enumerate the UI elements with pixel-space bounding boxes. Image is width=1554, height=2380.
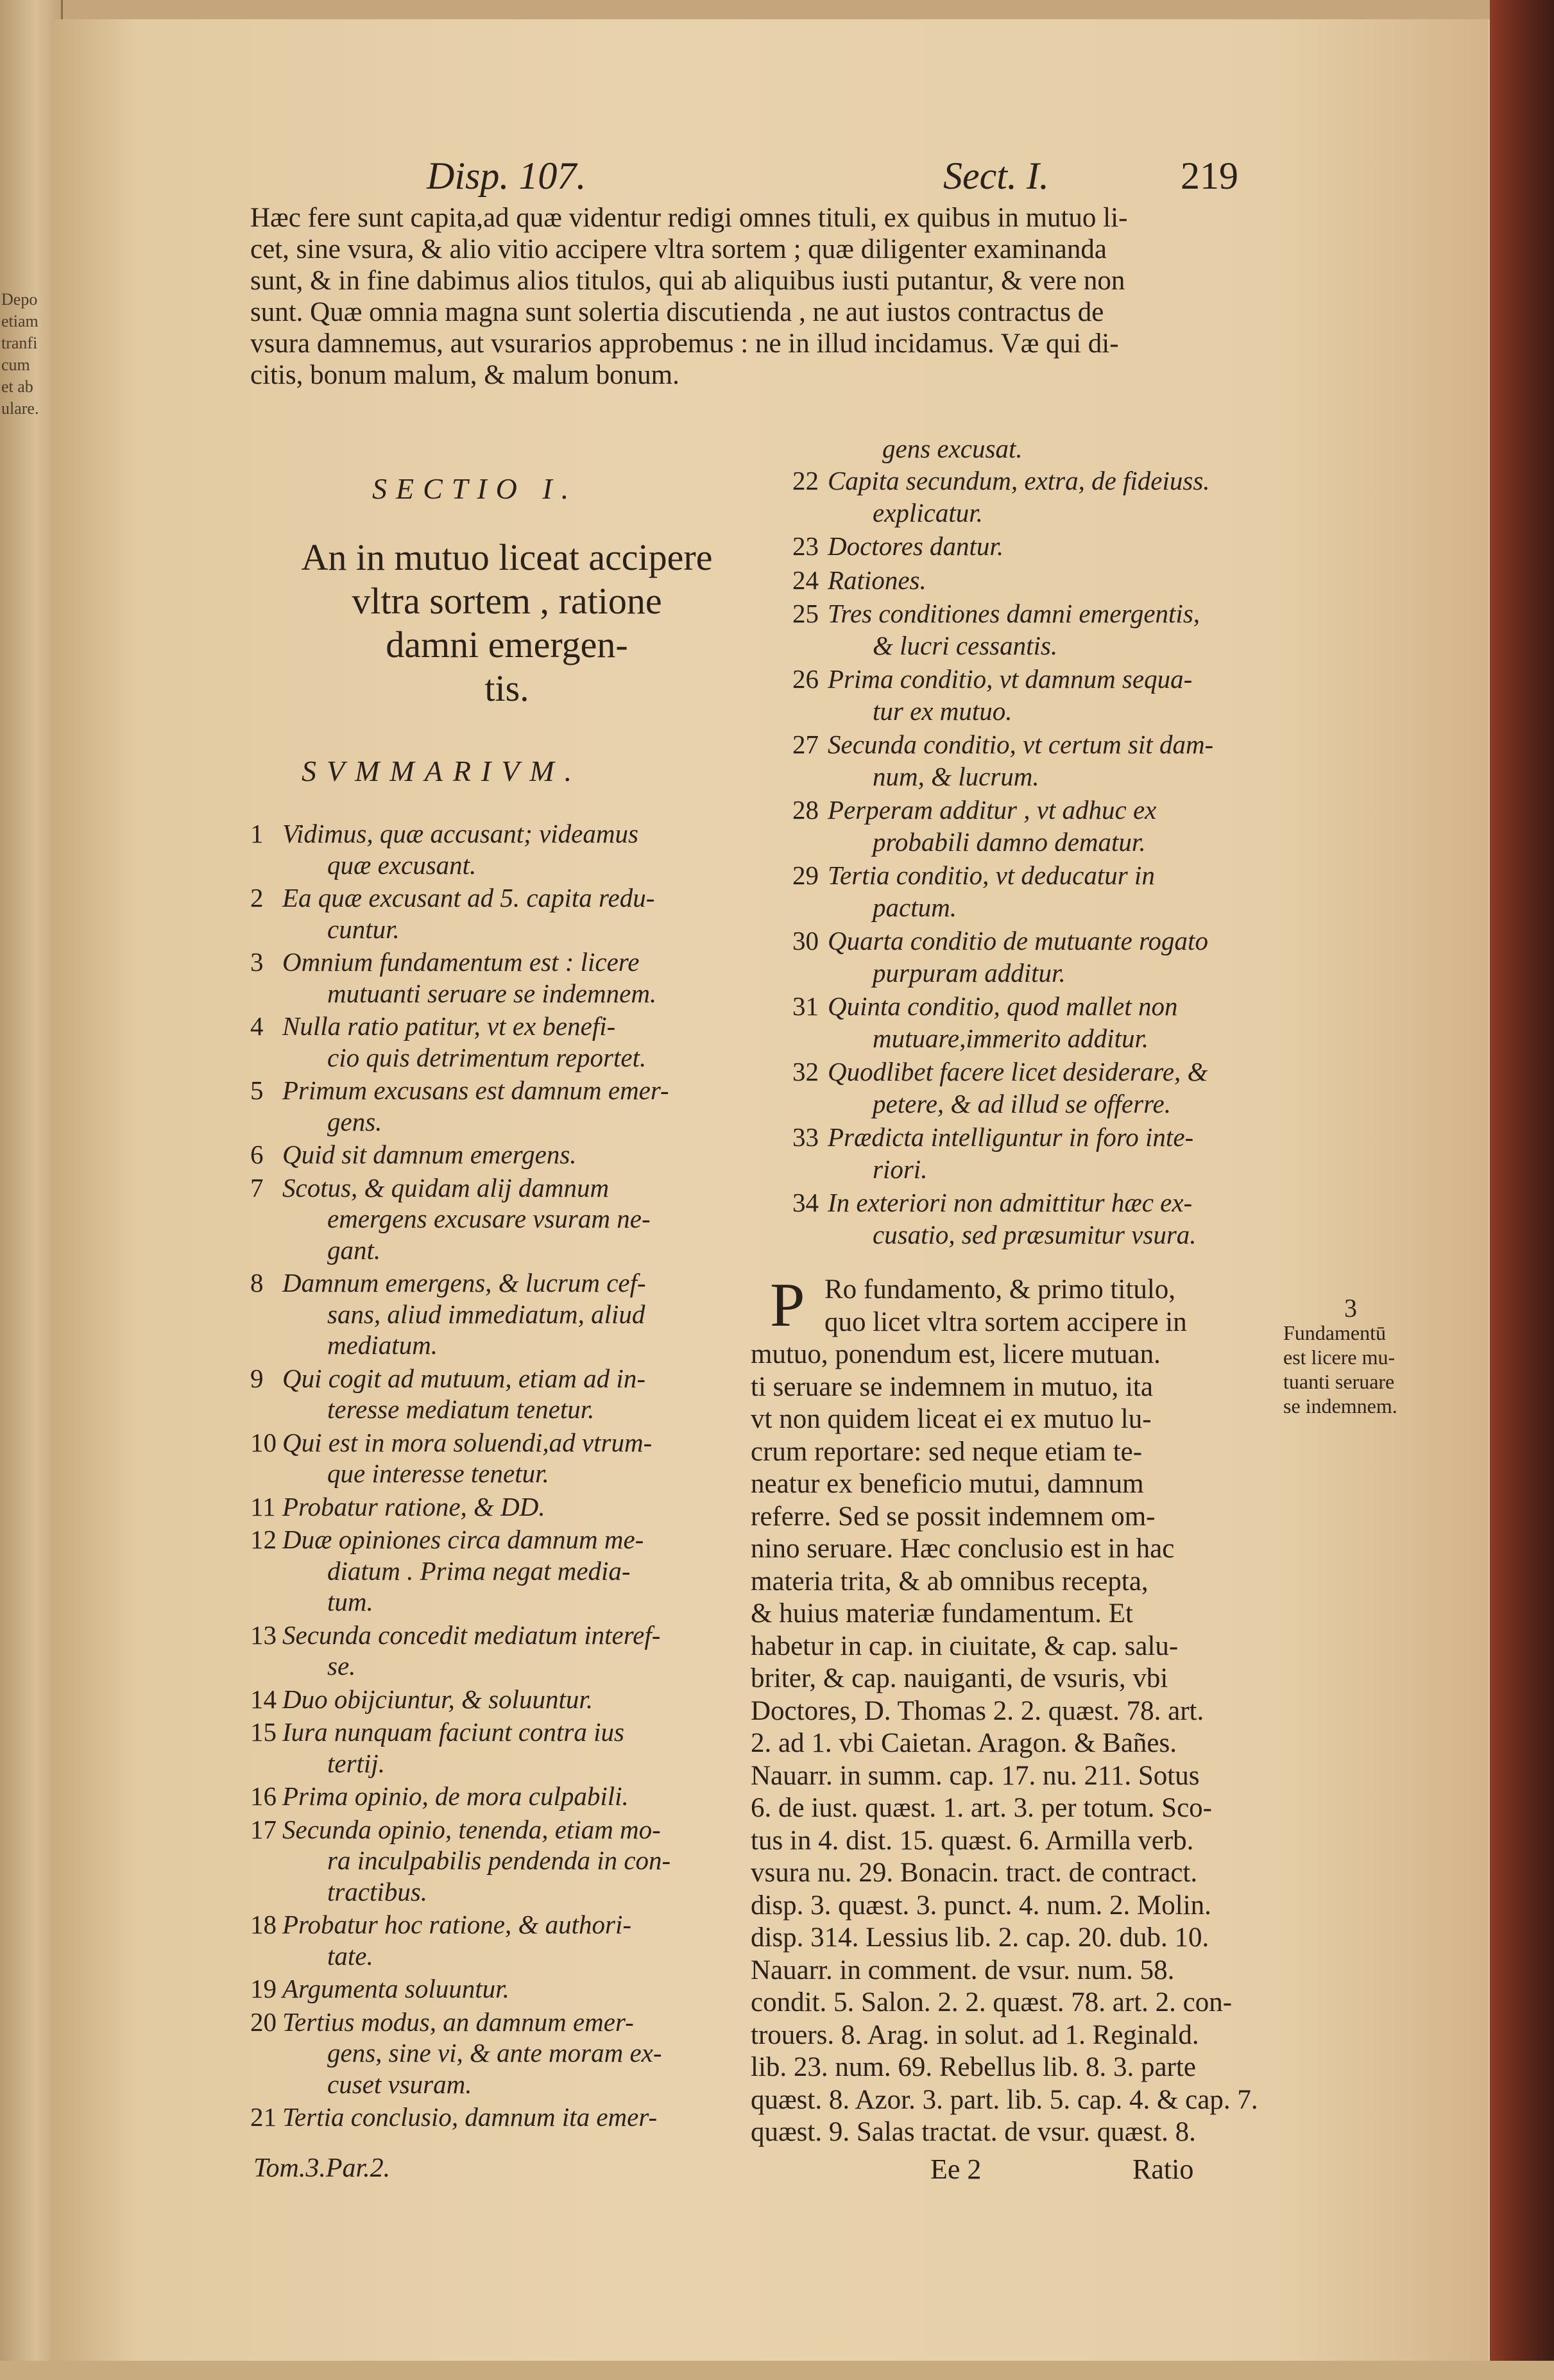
- summary-number: 8: [250, 1268, 264, 1297]
- summary-number: 21: [250, 2102, 277, 2132]
- summary-text-line: Nulla ratio patitur, vt ex benefi-: [282, 1011, 616, 1041]
- summary-number: 30: [792, 926, 819, 955]
- summary-text-line: cio quis detrimentum reportet.: [327, 1042, 647, 1072]
- body-line: quo licet vltra sortem accipere in: [824, 1306, 1187, 1337]
- drop-cap: P: [770, 1271, 805, 1340]
- summary-text-line: tum.: [327, 1587, 373, 1616]
- intro-line: cet, sine vsura, & alio vitio accipere vltra sortem ; quæ diligenter examinanda: [250, 234, 1107, 264]
- summary-number: 14: [250, 1684, 277, 1714]
- summary-text-line: explicatur.: [873, 497, 983, 527]
- summary-text-line: num, & lucrum.: [873, 761, 1039, 791]
- body-line: Nauarr. in comment. de vsur. num. 58.: [751, 1955, 1175, 1985]
- summary-text-line: Prædicta intelliguntur in foro inte-: [828, 1122, 1194, 1152]
- summary-number: 31: [792, 991, 819, 1021]
- running-head-section: Sect. I.: [943, 155, 1049, 197]
- body-line: vt non quidem liceat ei ex mutuo lu-: [751, 1404, 1152, 1434]
- fragment: tranfi: [1, 334, 38, 352]
- summary-text-line: Scotus, & quidam alij damnum: [282, 1172, 610, 1203]
- summary-number: 29: [792, 860, 819, 890]
- summary-number: 20: [250, 2007, 277, 2037]
- margin-note: [1283, 1296, 1437, 1418]
- summary-number: 4: [250, 1011, 264, 1041]
- summary-number: 1: [250, 819, 264, 848]
- title-line: An in mutuo liceat accipere: [301, 536, 713, 578]
- volume-signature: Tom.3.Par.2.: [253, 2153, 391, 2183]
- page-number: 219: [1181, 155, 1238, 197]
- body-line: condit. 5. Salon. 2. 2. quæst. 78. art. 2. con-: [751, 1987, 1233, 2017]
- summary-text-line: Secunda concedit mediatum interef-: [282, 1620, 661, 1650]
- intro-line: Hæc fere sunt capita,ad quæ videntur redigi omnes tituli, ex quibus in mutuo li-: [250, 203, 1128, 233]
- summary-text-line: Argumenta soluuntur.: [282, 1974, 509, 2003]
- gathering-signature: Ee 2: [930, 2153, 982, 2185]
- summary-text-line: Quinta conditio, quod mallet non: [828, 991, 1178, 1021]
- summary-text-line: Omnium fundamentum est : licere: [282, 947, 640, 977]
- margin-note-line: tuanti seruare: [1283, 1370, 1395, 1393]
- summary-text-line: Doctores dantur.: [828, 531, 1004, 561]
- summary-number: 22: [792, 466, 819, 495]
- body-line: habetur in cap. in ciuitate, & cap. salu-: [751, 1631, 1179, 1661]
- fragment: cum: [1, 355, 30, 374]
- catchword: Ratio: [1132, 2153, 1194, 2185]
- summary-number: 19: [250, 1974, 277, 2003]
- body-line: briter, & cap. nauiganti, de vsuris, vbi: [751, 1663, 1168, 1693]
- summary-number: 3: [250, 947, 264, 977]
- margin-note-number: 3: [1344, 1294, 1357, 1323]
- summary-text-line: Secunda opinio, tenenda, etiam mo-: [282, 1814, 661, 1844]
- body-line: 2. ad 1. vbi Caietan. Aragon. & Bañes.: [751, 1728, 1177, 1758]
- summary-text-line: diatum . Prima negat media-: [327, 1555, 631, 1586]
- body-line: Nauarr. in summ. cap. 17. nu. 211. Sotus: [751, 1760, 1200, 1791]
- margin-note-line: est licere mu-: [1283, 1346, 1396, 1369]
- top-edge: [0, 0, 1554, 19]
- body-line: quæst. 8. Azor. 3. part. lib. 5. cap. 4. & cap. 7.: [751, 2084, 1258, 2115]
- summary-number: 17: [250, 1814, 277, 1844]
- body-line: nino seruare. Hæc conclusio est in hac: [751, 1534, 1175, 1564]
- summary-text-line: Perperam additur , vt adhuc ex: [828, 795, 1157, 825]
- summary-text-line: probabili damno dematur.: [873, 826, 1146, 857]
- body-line: Doctores, D. Thomas 2. 2. quæst. 78. art.: [751, 1695, 1204, 1726]
- summary-text-line: Qui cogit ad mutuum, etiam ad in-: [282, 1363, 645, 1393]
- facing-page-fragments: [1, 289, 59, 420]
- summary-number: 26: [792, 664, 819, 694]
- summary-text-line: cuset vsuram.: [327, 2069, 472, 2099]
- body-line: materia trita, & ab omnibus recepta,: [751, 1566, 1148, 1597]
- summary-number: 12: [250, 1525, 277, 1554]
- intro-line: sunt, & in fine dabimus alios titulos, qui ab aliquibus iusti putantur, & vere non: [250, 266, 1125, 296]
- body-line: neatur ex beneficio mutui, damnum: [751, 1469, 1144, 1499]
- summary-text-line: purpuram additur.: [873, 957, 1066, 988]
- summary-text-line: Ea quæ excusant ad 5. capita redu-: [282, 883, 655, 912]
- summary-number: 9: [250, 1363, 264, 1393]
- summary-text-line: mediatum.: [327, 1330, 438, 1360]
- body-line: vsura nu. 29. Bonacin. tract. de contract.: [751, 1858, 1198, 1888]
- body-paragraph: [751, 1271, 1283, 2149]
- running-head-disputation: Disp. 107.: [427, 155, 586, 197]
- summary-text-line: Probatur ratione, & DD.: [282, 1491, 545, 1521]
- book-edge: [1490, 0, 1554, 2380]
- summary-text-line: cusatio, sed præsumitur vsura.: [873, 1219, 1197, 1249]
- bottom-edge: [0, 2361, 1554, 2380]
- summary-number: 28: [792, 795, 819, 825]
- summary-heading: SVMMARIVM.: [302, 755, 583, 787]
- summary-number: 10: [250, 1427, 277, 1457]
- body-line: Ro fundamento, & primo titulo,: [824, 1274, 1176, 1305]
- summary-number: 34: [792, 1188, 819, 1217]
- summary-text-line: Damnum emergens, & lucrum cef-: [282, 1268, 646, 1297]
- title-line: damni emergen-: [386, 624, 628, 665]
- body-line: referre. Sed se possit indemnem om-: [751, 1501, 1156, 1532]
- margin-note-line: se indemnem.: [1283, 1394, 1397, 1417]
- summary-number: 33: [792, 1122, 819, 1152]
- intro-line: sunt. Quæ omnia magna sunt solertia discutienda , ne aut iustos contractus de: [250, 297, 1104, 327]
- summary-text-line: Tertia conditio, vt deducatur in: [828, 860, 1155, 890]
- summary-text-line: ra inculpabilis pendenda in con-: [327, 1845, 671, 1875]
- summary-text-line: Tertius modus, an damnum emer-: [282, 2007, 634, 2037]
- summary-text-line: mutuanti seruare se indemnem.: [327, 978, 657, 1008]
- body-line: trouers. 8. Arag. in solut. ad 1. Reginald.: [751, 2019, 1199, 2050]
- summary-number: 27: [792, 730, 819, 759]
- body-line: lib. 23. num. 69. Rebellus lib. 8. 3. parte: [751, 2052, 1196, 2082]
- summary-number: 11: [250, 1491, 276, 1521]
- body-line: quæst. 9. Salas tractat. de vsur. quæst. 8.: [751, 2117, 1196, 2147]
- summary-number: 16: [250, 1781, 277, 1811]
- title-line: vltra sortem , ratione: [352, 580, 662, 622]
- body-line: tus in 4. dist. 15. quæst. 6. Armilla verb.: [751, 1825, 1194, 1856]
- summary-text-line: gens, sine vi, & ante moram ex-: [327, 2038, 662, 2068]
- summary-text-line: teresse mediatum tenetur.: [327, 1394, 595, 1424]
- summary-text-line: emergens excusare vsuram ne-: [327, 1204, 651, 1233]
- title-line: tis.: [484, 667, 529, 709]
- summary-text-line: Prima opinio, de mora culpabili.: [282, 1781, 629, 1811]
- summary-text-line: & lucri cessantis.: [873, 630, 1058, 660]
- summary-text-line: que interesse tenetur.: [327, 1459, 549, 1488]
- summary-continuation-text: gens excusat.: [882, 434, 1023, 463]
- summary-text-line: Quodlibet facere licet desiderare, &: [828, 1057, 1208, 1086]
- summary-text-line: Primum excusans est damnum emer-: [282, 1075, 669, 1105]
- intro-paragraph: [250, 202, 1302, 391]
- fragment: etiam: [1, 312, 38, 330]
- summary-text-line: mutuare,immerito additur.: [873, 1023, 1149, 1053]
- section-heading: SECTIO I.: [372, 472, 578, 505]
- summary-text-line: sans, aliud immediatum, aliud: [327, 1299, 645, 1329]
- body-line: disp. 3. quæst. 3. punct. 4. num. 2. Molin.: [751, 1890, 1211, 1921]
- summary-number: 2: [250, 883, 264, 912]
- summary-text-line: tur ex mutuo.: [873, 696, 1012, 726]
- body-line: crum reportare: sed neque etiam te-: [751, 1436, 1143, 1467]
- body-line: & huius materiæ fundamentum. Et: [751, 1598, 1133, 1629]
- summary-text-line: quæ excusant.: [327, 850, 477, 880]
- summary-number: 25: [792, 599, 819, 628]
- summary-text-line: Prima conditio, vt damnum sequa-: [828, 664, 1193, 694]
- summary-text-line: Tres conditiones damni emergentis,: [828, 599, 1200, 628]
- summary-number: 18: [250, 1910, 277, 1939]
- summary-text-line: Duæ opiniones circa damnum me-: [282, 1525, 644, 1554]
- summary-number: 23: [792, 531, 819, 561]
- summary-number: 15: [250, 1717, 277, 1747]
- fragment: Depo: [1, 290, 38, 309]
- summary-text-line: tractibus.: [327, 1876, 428, 1906]
- summary-text-line: tertij.: [327, 1748, 385, 1778]
- summary-text-line: cuntur.: [327, 914, 400, 944]
- summary-text-line: Qui est in mora soluendi,ad vtrum-: [282, 1427, 653, 1457]
- summary-number: 5: [250, 1075, 264, 1105]
- fragment: et ab: [1, 377, 33, 396]
- summary-text-line: petere, & ad illud se offerre.: [873, 1088, 1171, 1118]
- body-line: ti seruare se indemnem in mutuo, ita: [751, 1371, 1153, 1402]
- summary-text-line: se.: [327, 1651, 356, 1681]
- section-title: [244, 536, 770, 710]
- summary-text-line: Quid sit damnum emergens.: [282, 1140, 577, 1169]
- summary-number: 24: [792, 565, 819, 595]
- summary-text-line: Rationes.: [828, 565, 926, 595]
- summary-text-line: Duo obijciuntur, & soluuntur.: [282, 1684, 593, 1714]
- body-line: mutuo, ponendum est, licere mutuan.: [751, 1339, 1161, 1369]
- body-line: disp. 314. Lessius lib. 2. cap. 20. dub. 10.: [751, 1922, 1209, 1953]
- summary-text-line: gens.: [327, 1106, 382, 1136]
- summary-text-line: pactum.: [873, 892, 957, 922]
- summary-number: 7: [250, 1172, 264, 1203]
- summary-number: 13: [250, 1620, 277, 1650]
- summary-text-line: Tertia conclusio, damnum ita emer-: [282, 2102, 658, 2132]
- body-line: 6. de iust. quæst. 1. art. 3. per totum. Sco-: [751, 1793, 1212, 1823]
- summary-text-line: Iura nunquam faciunt contra ius: [282, 1717, 624, 1747]
- summary-text-line: Secunda conditio, vt certum sit dam-: [828, 730, 1214, 759]
- intro-line: vsura damnemus, aut vsurarios approbemus : ne in illud incidamus. Væ qui di-: [250, 329, 1119, 359]
- summary-text-line: Probatur hoc ratione, & authori-: [282, 1910, 631, 1939]
- summary-text-line: gant.: [327, 1235, 381, 1265]
- summary-text-line: Capita secundum, extra, de fideiuss.: [828, 466, 1210, 495]
- summary-number: 32: [792, 1057, 819, 1086]
- summary-text-line: tate.: [327, 1940, 373, 1971]
- fragment: ulare.: [1, 399, 39, 418]
- summary-number: 6: [250, 1140, 264, 1169]
- margin-note-line: Fundamentū: [1283, 1321, 1386, 1344]
- summary-text-line: In exteriori non admittitur hæc ex-: [828, 1188, 1193, 1217]
- summary-text-line: Quarta conditio de mutuante rogato: [828, 926, 1208, 955]
- summary-text-line: Vidimus, quæ accusant; videamus: [282, 819, 638, 848]
- intro-line: citis, bonum malum, & malum bonum.: [250, 360, 679, 390]
- summary-text-line: riori.: [873, 1154, 928, 1184]
